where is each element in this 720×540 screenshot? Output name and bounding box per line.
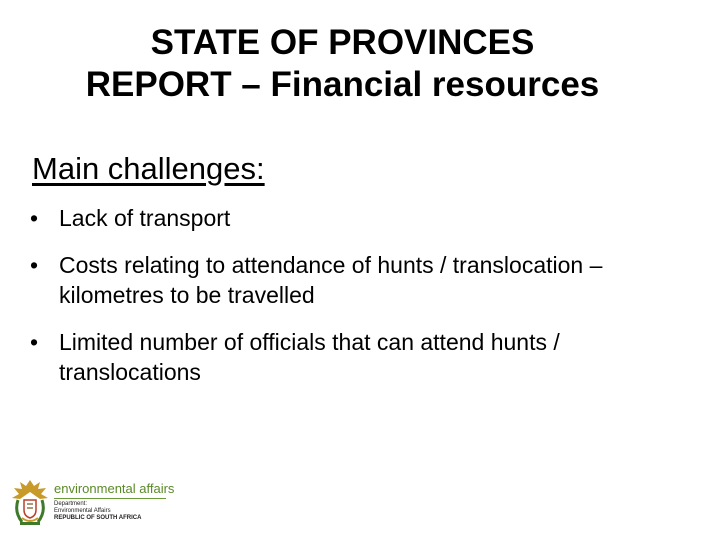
slide-title [0,22,685,106]
department-logo [10,476,175,528]
dept-line-1: Department: [54,501,88,507]
dept-line-2: Environmental Affairs [54,508,111,514]
title-line-1: STATE OF PROVINCES [150,23,535,62]
bullet-text: Lack of transport [59,205,231,231]
country-name: REPUBLIC OF SOUTH AFRICA [54,515,142,521]
bullet-text: Costs relating to attendance of hunts / translocation – kilometres to be travelled [59,252,603,308]
bullet-marker: • [30,329,39,355]
section-heading: Main challenges: [32,151,265,186]
bullet-item [30,203,700,233]
bullet-list [30,203,700,404]
brand-divider [54,498,166,499]
bullet-marker: • [30,252,39,278]
department-text [54,501,141,522]
coat-of-arms-icon [10,478,50,526]
bullet-item [30,327,700,387]
bullet-item [30,250,700,310]
title-line-2: REPORT – Financial resources [85,65,600,104]
bullet-text: Limited number of officials that can attend hunts / translocations [59,329,560,385]
bullet-marker: • [30,205,39,231]
brand-name: environmental affairs [54,481,175,496]
